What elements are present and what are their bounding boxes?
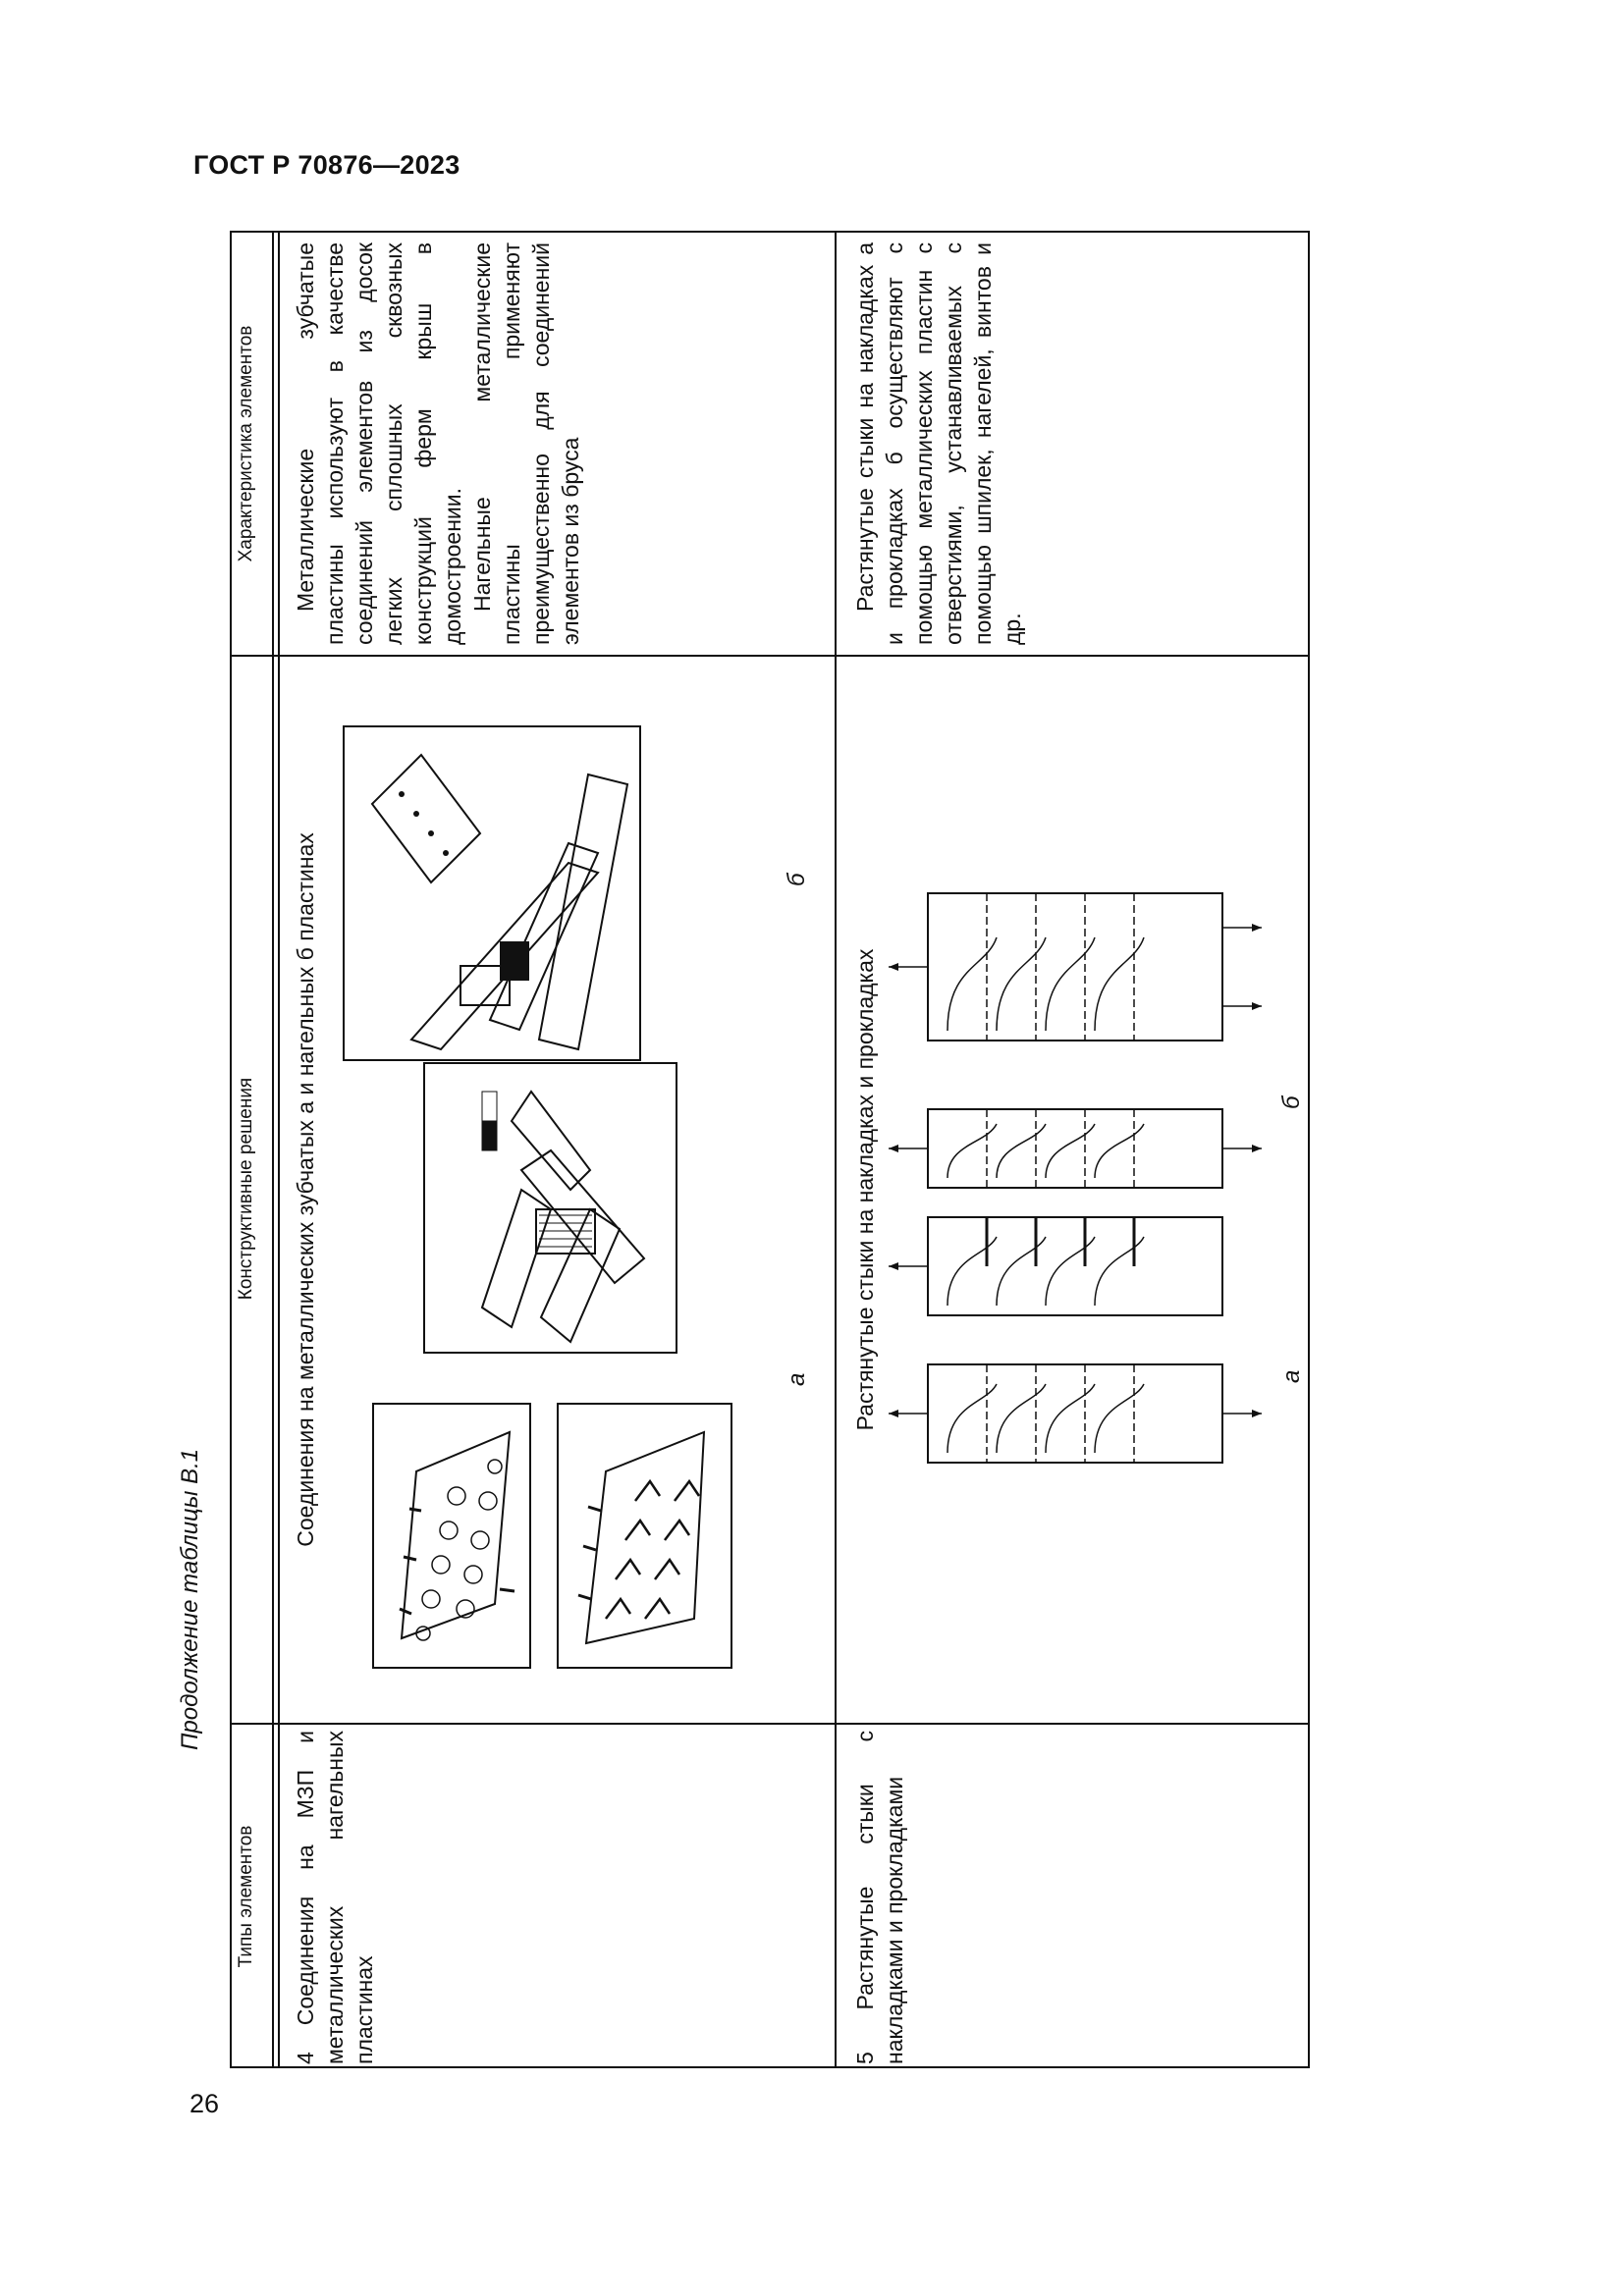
page-number: 26 [189, 2089, 220, 2118]
header-row-divider [272, 233, 274, 2066]
tension-joint-b-2 [889, 883, 1262, 1050]
column-header-characteristic: Характеристика элементов [236, 325, 256, 562]
tension-joint-b-1 [889, 1099, 1262, 1198]
column-header-type: Типы элементов [236, 1825, 256, 1968]
timber-connection-drawing-b [343, 725, 641, 1061]
row5-label-a: а [1278, 1369, 1305, 1383]
row5-type-text: 5 Растянутые стыки с накладками и прокладками [852, 1731, 907, 2064]
row4-characteristic-p1: Металлические зубчатые пластины используют в качестве соединений элементов из досок легких сплошных сквозных конструкций ферм крыш в домостроении. [293, 242, 465, 645]
row5-label-b: б [1278, 1095, 1305, 1109]
row4-label-a: а [784, 1372, 810, 1386]
tension-joint-a-1 [889, 1345, 1262, 1502]
row4-figure-title: Соединения на металлических зубчатых а и нагельных б пластинах [293, 832, 318, 1547]
timber-connection-drawing-a [423, 1062, 677, 1354]
toothed-plate-drawing-2 [557, 1403, 732, 1669]
row5-figure-title: Растянутые стыки на накладках и прокладках [852, 948, 878, 1431]
row-divider [835, 233, 837, 2066]
table-caption: Продолжение таблицы В.1 [177, 1448, 203, 1750]
row4-characteristic-p2: Нагельные металлические пластины применяют преимущественно для соединений элементов из бруса [469, 242, 583, 645]
column-divider-type [232, 1723, 1308, 1725]
row4-characteristic [291, 242, 605, 645]
row4-type-text: 4 Соединения на МЗП и металлических нагельных пластинах [293, 1731, 377, 2064]
document-header: ГОСТ Р 70876—2023 [193, 150, 460, 180]
row5-characteristic-p1: Растянутые стыки на накладках а и прокладках б осуществляют с помощью металлических пластин с отверстиями, устанавливаемых с помощью шпилек, нагелей, винтов и др. [852, 242, 1025, 645]
toothed-plate-drawing-1 [372, 1403, 531, 1669]
tension-joint-a-2 [889, 1207, 1262, 1325]
column-divider-characteristic [232, 655, 1308, 657]
header-row-divider-double [278, 233, 280, 2066]
row5-characteristic [850, 242, 1066, 645]
row4-label-b: б [784, 873, 810, 886]
column-header-solutions: Конструктивные решения [236, 1077, 256, 1301]
